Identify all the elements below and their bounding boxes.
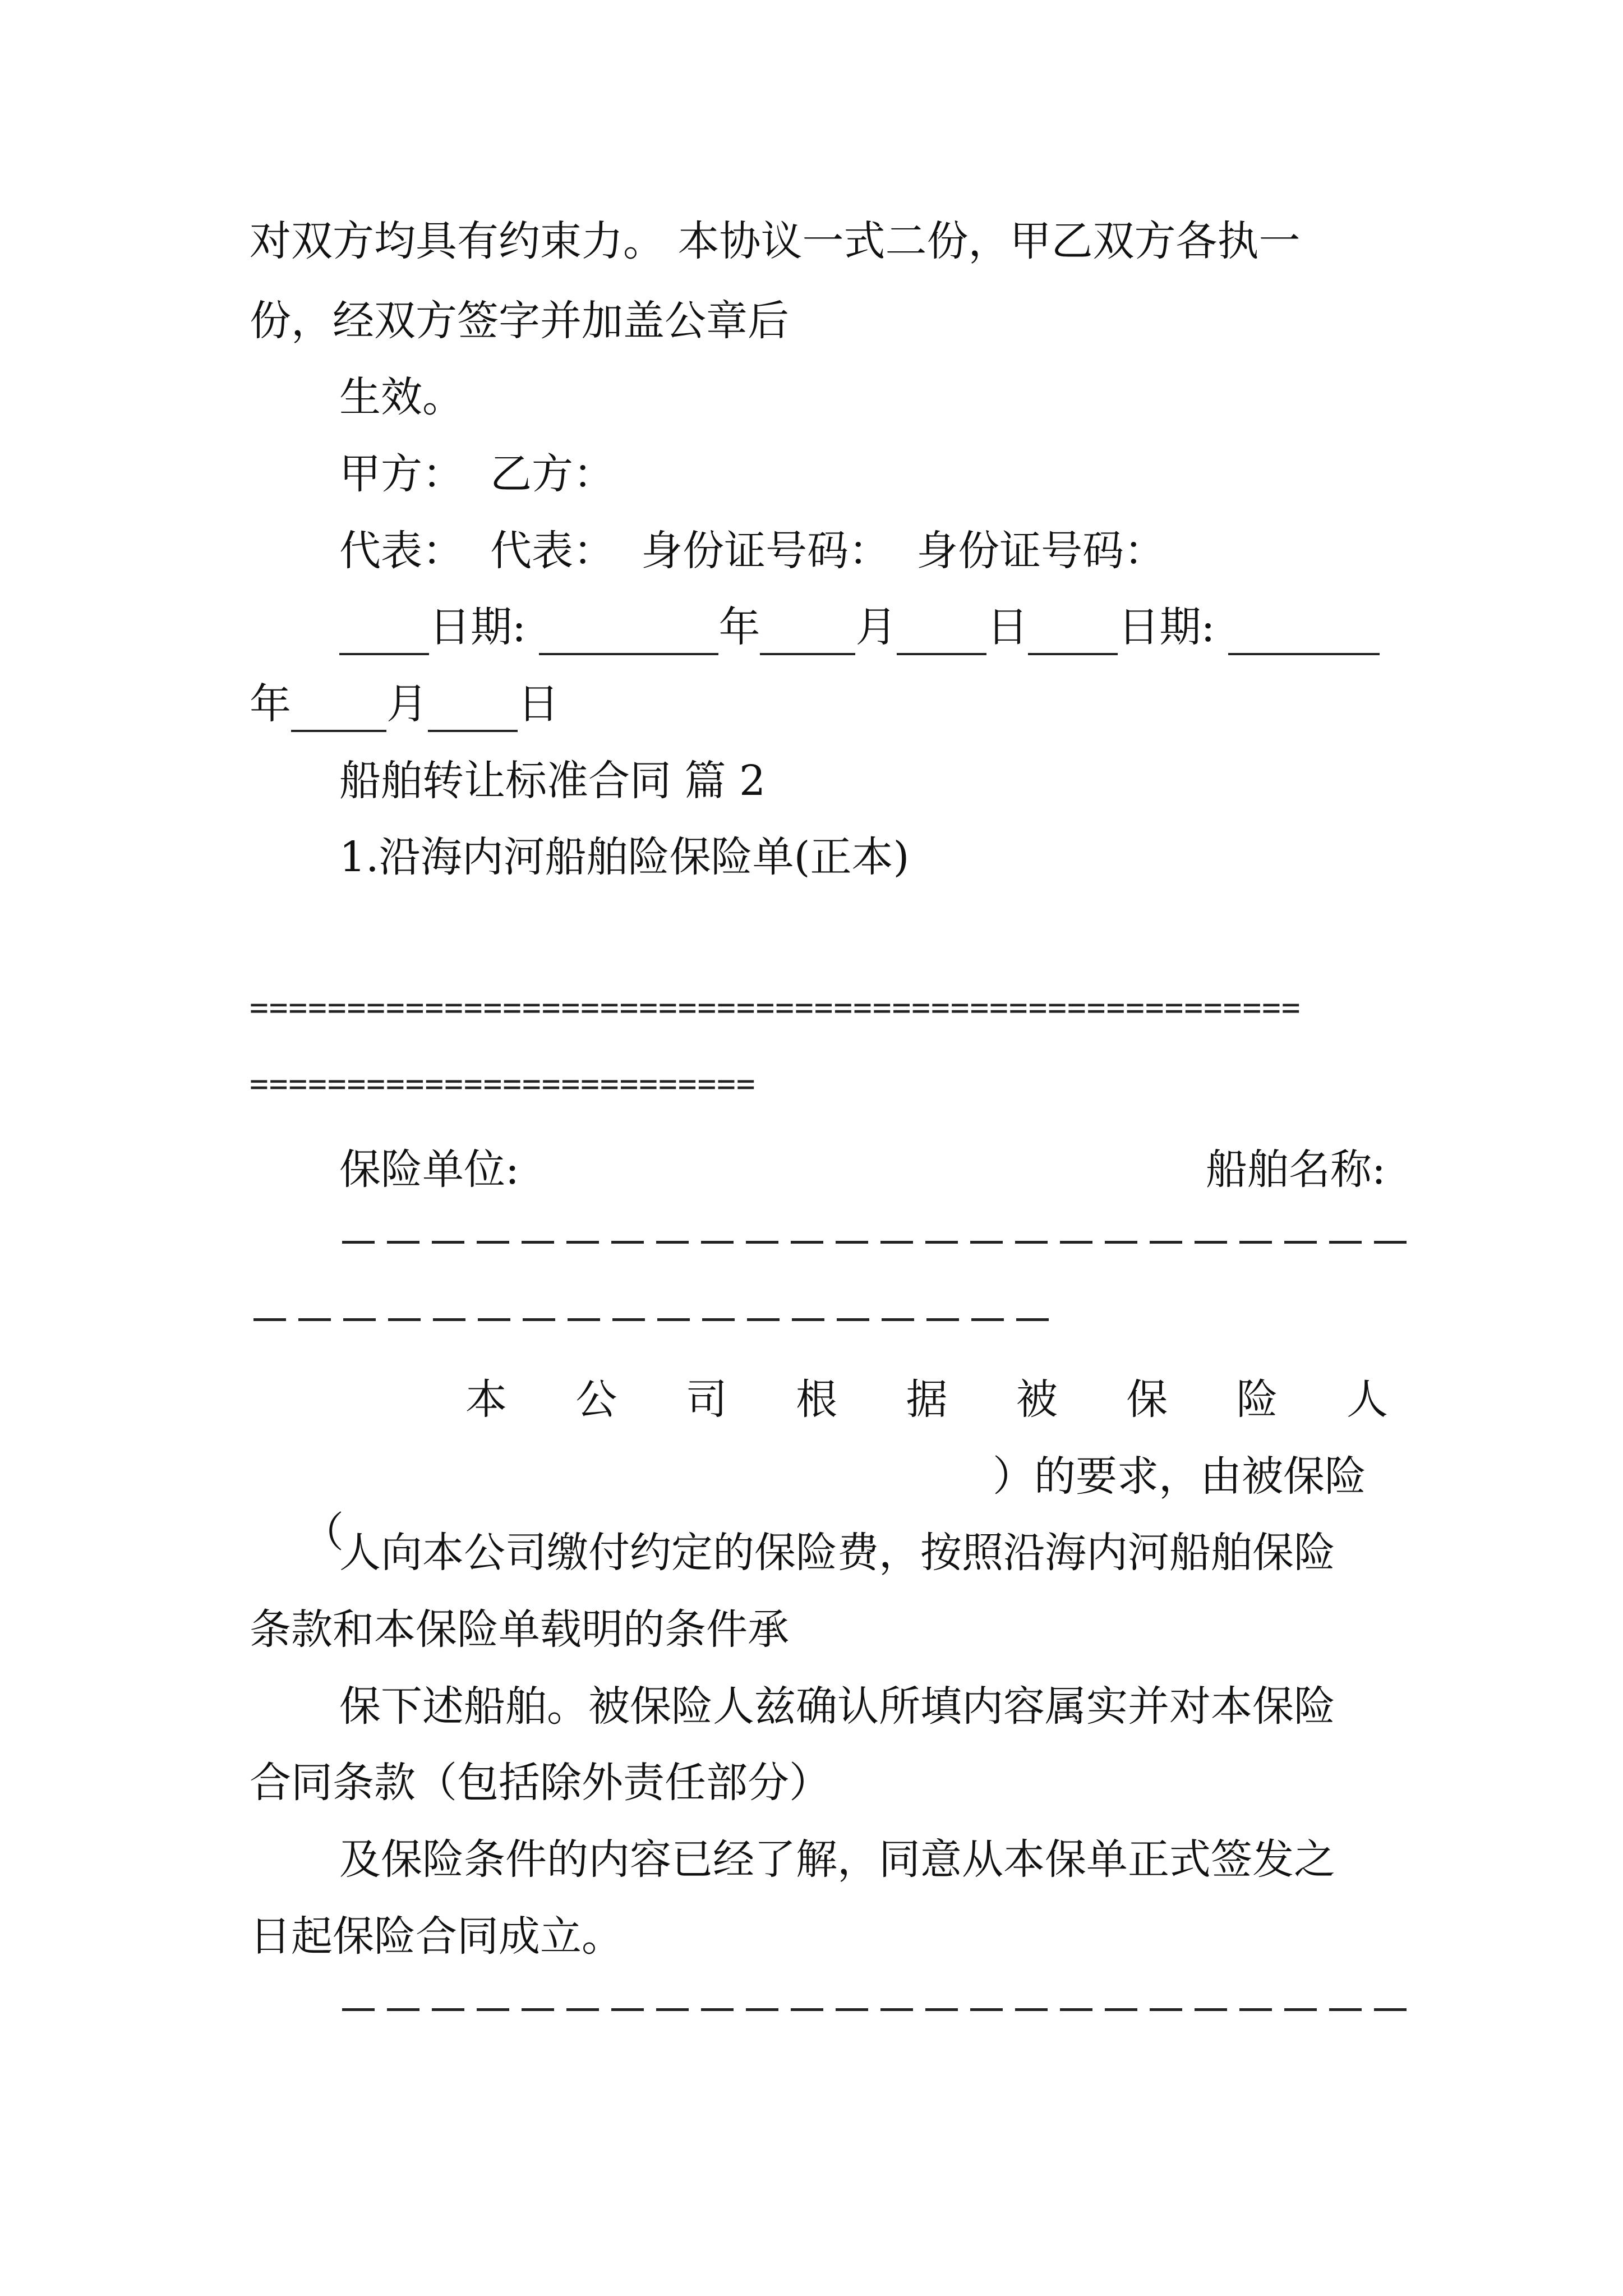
separator-rule: ========================== [250, 1066, 756, 1102]
day-label: 日 [518, 680, 559, 728]
dash-segment [523, 1318, 555, 1321]
text-line: 保下述船舶。被保险人兹确认所填内容属实并对本保险 [339, 1682, 1335, 1731]
dash-segment [342, 1241, 375, 1244]
blank-field [1028, 616, 1118, 655]
day-label: 日 [986, 603, 1029, 651]
dash-segment [970, 2008, 1003, 2011]
dash-segment [1150, 2008, 1182, 2011]
dash-segment [566, 2008, 599, 2011]
dash-segment [298, 1318, 331, 1321]
dash-segment [568, 1318, 600, 1321]
dash-segment [1015, 2008, 1048, 2011]
dash-segment [1105, 2008, 1137, 2011]
text-line: 对双方均具有约束力。 本协议一式二份，甲乙双方各执一 [250, 217, 1301, 265]
dash-segment [836, 1241, 868, 1244]
year-label: 年 [718, 603, 760, 651]
dash-segment [522, 2008, 554, 2011]
month-label: 月 [855, 603, 897, 651]
ship-name-label: 船舶名称: [1206, 1145, 1386, 1194]
dash-segment [1150, 1241, 1182, 1244]
dash-segment [701, 1241, 734, 1244]
dash-segment [1015, 1241, 1048, 1244]
dash-segment [611, 1241, 644, 1244]
dash-segment [1239, 2008, 1272, 2011]
dash-segment [477, 1241, 509, 1244]
dash-segment [611, 2008, 644, 2011]
dash-segment [1374, 2008, 1407, 2011]
dash-segment [1016, 1318, 1049, 1321]
dash-segment [1060, 2008, 1092, 2011]
blank-field [539, 616, 718, 655]
dash-segment [880, 1241, 913, 1244]
dash-segment [746, 2008, 778, 2011]
dash-segment [522, 1241, 554, 1244]
dash-segment [432, 1241, 464, 1244]
dash-segment [702, 1318, 735, 1321]
paren-open: （ [302, 1508, 344, 1557]
text-line: 合同条款（包括除外责任部分） [250, 1759, 831, 1807]
dash-segment [388, 1318, 421, 1321]
dash-segment [1284, 1241, 1317, 1244]
dash-segment [746, 1241, 778, 1244]
date-label: 日期: [429, 603, 526, 651]
dash-segment [791, 2008, 823, 2011]
dash-segment [926, 1318, 959, 1321]
blank-field [339, 616, 429, 655]
dash-segment [656, 2008, 689, 2011]
dash-segment [971, 1318, 1004, 1321]
dash-segment [657, 1318, 690, 1321]
dash-segment [747, 1318, 780, 1321]
text-line: 人向本公司缴付约定的保险费，按照沿海内河船舶保险 [339, 1529, 1335, 1577]
separator-rule: ====================================================== [250, 990, 1301, 1026]
signature-parties: 甲方： 乙方： [339, 450, 615, 498]
dash-segment [253, 1318, 286, 1321]
dash-segment [882, 1318, 914, 1321]
dash-segment [1329, 2008, 1362, 2011]
dash-segment [970, 1241, 1003, 1244]
dash-segment [1195, 2008, 1227, 2011]
blank-field [428, 693, 518, 732]
dash-segment [1374, 1241, 1407, 1244]
blank-field [291, 693, 386, 732]
text-line: 份，经双方签字并加盖公章后 [250, 297, 789, 345]
dash-segment [656, 1241, 689, 1244]
text-line: 生效。 [339, 373, 464, 421]
dash-segment [612, 1318, 645, 1321]
dash-segment [880, 2008, 913, 2011]
dash-segment [1195, 1241, 1227, 1244]
dash-segment [566, 1241, 599, 1244]
dash-segment [432, 2008, 464, 2011]
text-line: ）的要求，由被保险 [993, 1452, 1366, 1501]
dash-segment [387, 1241, 419, 1244]
month-label: 月 [386, 680, 428, 728]
blank-field [897, 616, 986, 655]
dash-segment [387, 2008, 419, 2011]
date-line [339, 599, 1388, 655]
representatives-line: 代表： 代表： 身份证号码： 身份证号码： [339, 527, 1166, 575]
text-line: 本 公 司 根 据 被 保 险 人 [465, 1375, 1388, 1424]
insured-unit-label: 保险单位: [339, 1145, 519, 1194]
blank-field [1228, 616, 1380, 655]
section-title: 船舶转让标准合同 篇 2 [339, 757, 766, 805]
dash-segment [1329, 1241, 1362, 1244]
blank-field [760, 616, 855, 655]
dash-segment [792, 1318, 824, 1321]
year-label: 年 [250, 680, 291, 728]
text-line: 日起保险合同成立。 [250, 1912, 623, 1961]
dash-segment [791, 1241, 823, 1244]
dash-segment [343, 1318, 376, 1321]
text-line: 及保险条件的内容已经了解，同意从本保单正式签发之 [339, 1835, 1335, 1884]
dash-segment [837, 1318, 869, 1321]
dash-segment [836, 2008, 868, 2011]
dash-segment [1284, 2008, 1317, 2011]
dash-segment [701, 2008, 734, 2011]
dash-segment [1105, 1241, 1137, 1244]
dash-segment [342, 2008, 375, 2011]
date-line [250, 676, 1388, 732]
dash-segment [477, 2008, 509, 2011]
dash-segment [433, 1318, 465, 1321]
dash-segment [478, 1318, 510, 1321]
date-label: 日期: [1118, 603, 1215, 651]
list-item: 1.沿海内河船舶险保险单(正本) [339, 833, 910, 881]
dash-segment [925, 1241, 958, 1244]
dash-segment [1060, 1241, 1092, 1244]
dash-segment [925, 2008, 958, 2011]
dash-segment [1239, 1241, 1272, 1244]
text-line: 条款和本保险单载明的条件承 [250, 1605, 789, 1654]
